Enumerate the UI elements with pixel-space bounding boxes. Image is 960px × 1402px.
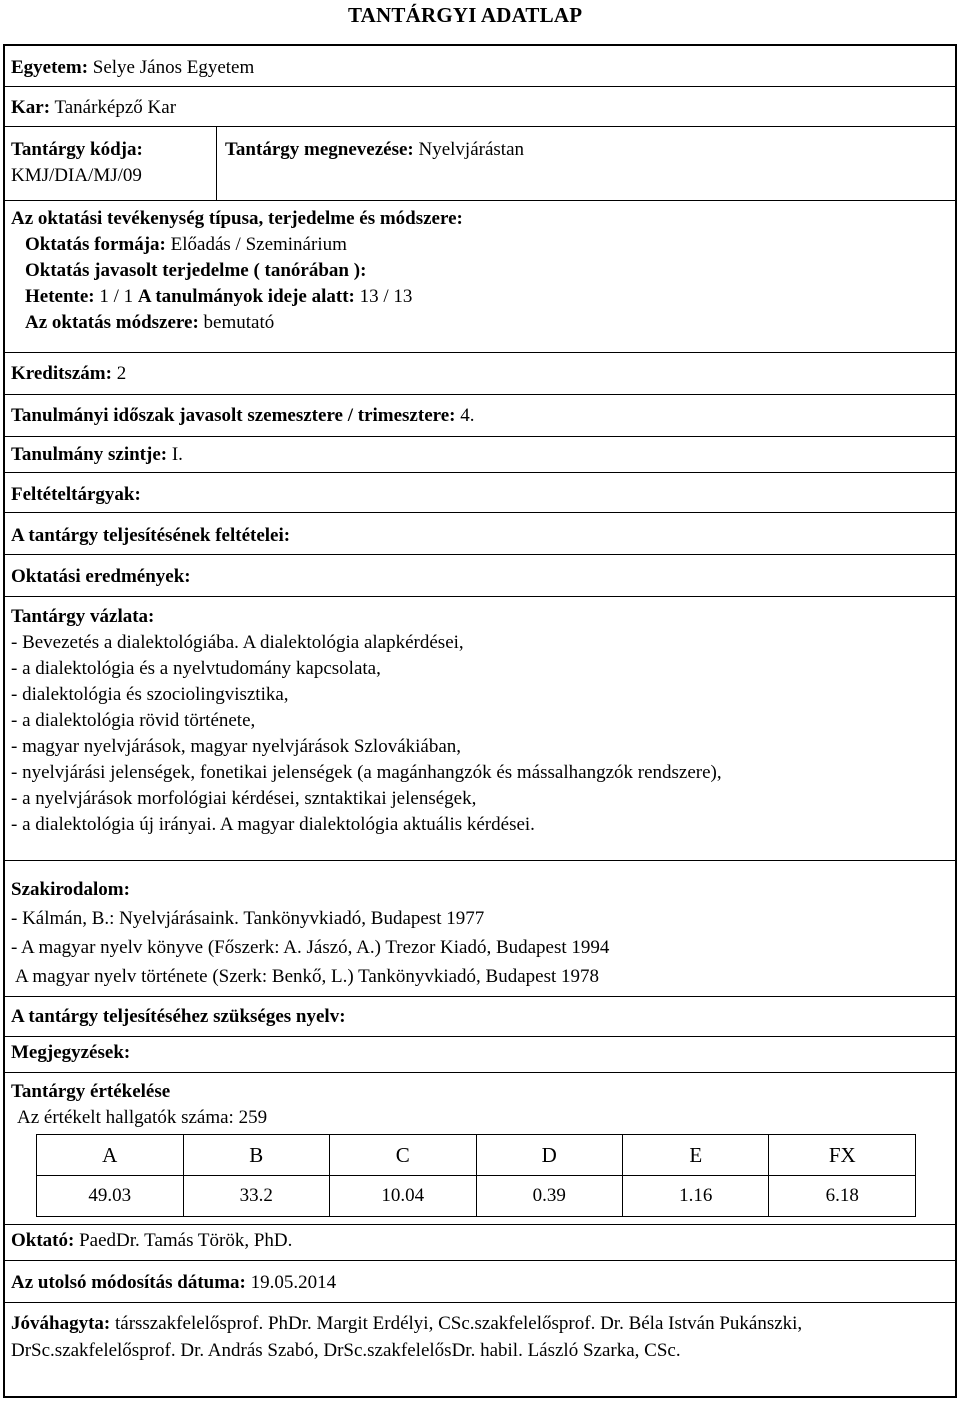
- grade-d-percent: 0.39: [476, 1176, 622, 1217]
- activity-form-value: Előadás / Szeminárium: [170, 234, 347, 255]
- outline-label: Tantárgy vázlata:: [11, 606, 155, 627]
- grade-b-percent: 33.2: [183, 1176, 329, 1217]
- activity-method-value: bemutató: [203, 312, 275, 333]
- grade-b: B: [183, 1135, 329, 1176]
- grade-values-row: [37, 1176, 916, 1217]
- course-name-label: Tantárgy megnevezése:: [225, 139, 414, 160]
- approved-label: Jóváhagyta:: [11, 1313, 111, 1334]
- activity-method-label: Az oktatás módszere:: [25, 312, 199, 333]
- outline-line: - a nyelvjárások morfológiai kérdései, szntaktikai jelenségek,: [11, 788, 477, 809]
- outline-line: - nyelvjárási jelenségek, fonetikai jelenségek (a magánhangzók és mássalhangzók rendszere),: [11, 762, 722, 783]
- grade-header-row: [37, 1135, 916, 1176]
- course-code-value: KMJ/DIA/MJ/09: [11, 165, 142, 186]
- evaluation-count: Az értékelt hallgatók száma: 259: [17, 1107, 268, 1128]
- language-row: [5, 996, 955, 1036]
- notes-row: [5, 1036, 955, 1072]
- literature-line: - Kálmán, B.: Nyelvjárásaink. Tankönyvkiadó, Budapest 1977: [11, 908, 485, 929]
- language-label: A tantárgy teljesítéséhez szükséges nyelv:: [11, 1006, 346, 1027]
- course-row-divider: [216, 127, 217, 200]
- requirements-row: [5, 512, 955, 554]
- approved-value: társszakfelelősprof. PhDr. Margit Erdélyi, CSc.szakfelelősprof. Dr. Béla István Pukánszki, DrSc.szakfelelősprof. Dr. András Szabó, DrSc.szakfelelősDr. habil. László Szarka, CSc.: [11, 1313, 803, 1361]
- notes-label: Megjegyzések:: [11, 1042, 131, 1063]
- activity-row: [5, 200, 955, 352]
- credits-row: [5, 352, 955, 394]
- credits-label: Kreditszám:: [11, 363, 112, 384]
- evaluation-row: [5, 1072, 955, 1224]
- instructor-row: [5, 1224, 955, 1260]
- grade-e-percent: 1.16: [623, 1176, 769, 1217]
- outline-line: - a dialektológia és a nyelvtudomány kapcsolata,: [11, 658, 381, 679]
- prerequisites-label: Feltételtárgyak:: [11, 484, 141, 505]
- modified-value: 19.05.2014: [250, 1272, 337, 1293]
- outline-line: - magyar nyelvjárások, magyar nyelvjárások Szlovákiában,: [11, 736, 462, 757]
- grade-fx: FX: [769, 1135, 916, 1176]
- outcomes-label: Oktatási eredmények:: [11, 566, 191, 587]
- requirements-label: A tantárgy teljesítésének feltételei:: [11, 525, 291, 546]
- level-row: [5, 436, 955, 472]
- activity-total-value: 13 / 13: [359, 286, 413, 307]
- grade-fx-percent: 6.18: [769, 1176, 916, 1217]
- activity-heading: Az oktatási tevékenység típusa, terjedelme és módszere:: [11, 208, 463, 229]
- page-title: TANTÁRGYI ADATLAP: [348, 3, 583, 27]
- outline-line: - dialektológia és szociolingvisztika,: [11, 684, 289, 705]
- instructor-label: Oktató:: [11, 1230, 75, 1251]
- activity-weekly-value: 1 / 1: [99, 286, 134, 307]
- grade-d: D: [476, 1135, 622, 1176]
- literature-row: [5, 860, 955, 996]
- activity-total-label: A tanulmányok ideje alatt:: [137, 286, 355, 307]
- prerequisites-row: [5, 472, 955, 512]
- course-name-value: Nyelvjárástan: [418, 139, 524, 160]
- course-code-label: Tantárgy kódja:: [11, 139, 143, 160]
- modified-row: [5, 1260, 955, 1302]
- course-row: [5, 126, 955, 200]
- evaluation-label: Tantárgy értékelése: [11, 1081, 171, 1102]
- level-value: I.: [171, 444, 183, 465]
- activity-form-label: Oktatás formája:: [25, 234, 166, 255]
- outline-line: - Bevezetés a dialektológiába. A dialektológia alapkérdései,: [11, 632, 464, 653]
- faculty-row: [5, 86, 955, 126]
- literature-line: - A magyar nyelv könyve (Főszerk: A. Jászó, A.) Trezor Kiadó, Budapest 1994: [11, 937, 610, 958]
- grade-e: E: [623, 1135, 769, 1176]
- semester-row: [5, 394, 955, 436]
- literature-label: Szakirodalom:: [11, 879, 130, 900]
- outline-line: - a dialektológia új irányai. A magyar dialektológia aktuális kérdései.: [11, 814, 535, 835]
- faculty-value: Tanárképző Kar: [54, 97, 177, 118]
- level-label: Tanulmány szintje:: [11, 444, 168, 465]
- outline-row: [5, 596, 955, 860]
- literature-line: A magyar nyelv története (Szerk: Benkő, L.) Tankönyvkiadó, Budapest 1978: [15, 966, 600, 987]
- semester-value: 4.: [460, 405, 475, 426]
- faculty-label: Kar:: [11, 97, 51, 118]
- modified-label: Az utolsó módosítás dátuma:: [11, 1272, 246, 1293]
- university-row: [5, 46, 955, 86]
- semester-label: Tanulmányi időszak javasolt szemesztere / trimesztere:: [11, 405, 456, 426]
- instructor-value: PaedDr. Tamás Török, PhD.: [79, 1230, 293, 1251]
- grade-table: [36, 1134, 916, 1217]
- outline-line: - a dialektológia rövid története,: [11, 710, 256, 731]
- outcomes-row: [5, 554, 955, 596]
- grade-a-percent: 49.03: [37, 1176, 184, 1217]
- approved-row: [5, 1302, 955, 1396]
- activity-weekly-label: Hetente:: [25, 286, 95, 307]
- grade-a: A: [37, 1135, 184, 1176]
- university-value: Selye János Egyetem: [92, 57, 255, 78]
- grade-c: C: [330, 1135, 477, 1176]
- grade-c-percent: 10.04: [330, 1176, 477, 1217]
- activity-scope-label: Oktatás javasolt terjedelme ( tanórában ):: [25, 260, 367, 281]
- credits-value: 2: [116, 363, 127, 384]
- data-sheet-frame: [3, 44, 957, 1398]
- university-label: Egyetem:: [11, 57, 89, 78]
